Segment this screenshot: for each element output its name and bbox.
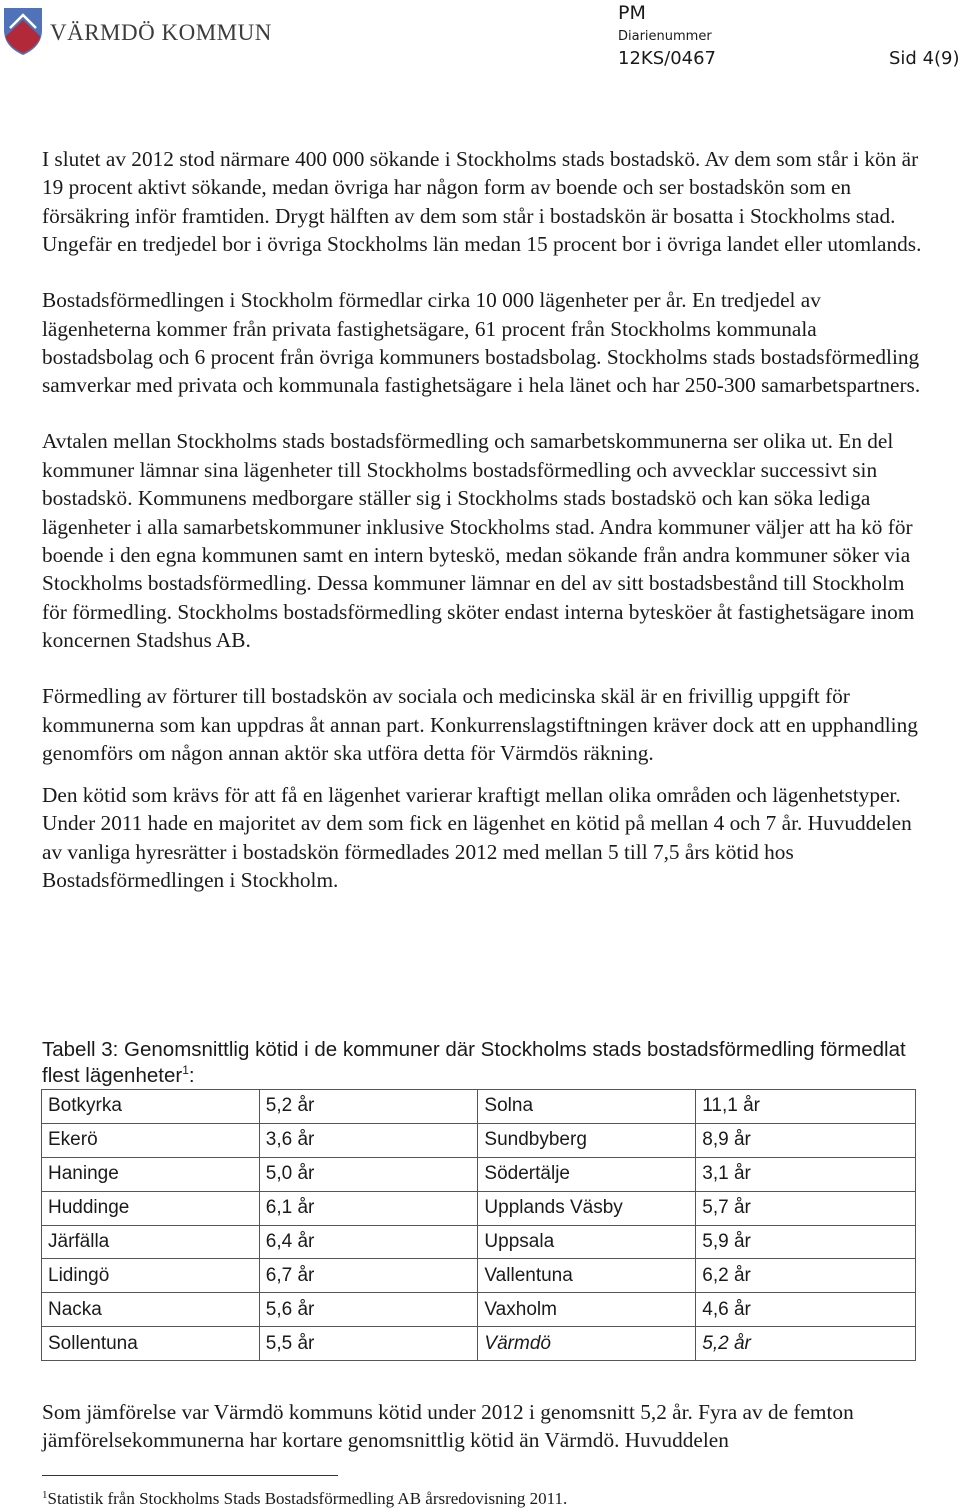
page-header <box>0 0 960 80</box>
paragraph: Avtalen mellan Stockholms stads bostadsförmedling och samarbetskommunerna ser olika ut. En del kommuner lämnar sina lägenheter till Stockholms bostadsförmedling och avvecklar successivt sin bostadskö. Kommunens medborgare ställer sig i Stockholms stads bostadskö och kan söka lediga lägenheter i alla samarbetskommuner inklusive Stockholms stad. Andra kommuner väljer att ha kö för boende i den egna kommunen samt en intern byteskö, medan sökande från andra kommuner söker via Stockholms bostadsförmedling. Dessa kommuner lämnar en del av sitt bostadsbestånd till Stockholm för förmedling. Stockholms bostadsförmedling sköter endast interna bytesköer åt fastighetsägare inom koncernen Stadshus AB. <box>42 429 915 653</box>
table-cell: 5,2 år <box>259 1090 478 1124</box>
table-cell: 5,9 år <box>696 1225 916 1259</box>
table-caption-text: Tabell 3: Genomsnittlig kötid i de kommuner där Stockholms stads bostadsförmedling förmedlat flest lägenheter <box>42 1038 906 1087</box>
table-cell: Sundbyberg <box>478 1123 696 1157</box>
table-cell: 3,6 år <box>259 1123 478 1157</box>
paragraph: Den kötid som krävs för att få en lägenhet varierar kraftigt mellan olika områden och lägenhetstyper. Under 2011 hade en majoritet av dem som fick en lägenhet en kötid på mellan 4 och 7 år. Huvuddelen av vanliga hyresrätter i bostadskön förmedlades 2012 med mellan 5 till 7,5 års kötid hos Bostadsförmedlingen i Stockholm. <box>42 782 912 892</box>
table-cell: Södertälje <box>478 1157 696 1191</box>
body-text <box>42 145 922 894</box>
diarienummer-label: Diarienummer <box>618 29 712 44</box>
table-row <box>42 1123 916 1157</box>
table-cell: Botkyrka <box>42 1090 260 1124</box>
waiting-time-table <box>41 1089 916 1361</box>
table-caption <box>42 1037 922 1089</box>
paragraph: Förmedling av förturer till bostadskön av sociala och medicinska skäl är en frivillig uppgift för kommunerna som kan uppdras åt annan part. Konkurrenslagstiftningen kräver dock att en upphandling genomförs om någon annan aktör ska utföra detta för Värmdös räkning. <box>42 684 918 766</box>
table-cell: Sollentuna <box>42 1327 260 1361</box>
table-row <box>42 1090 916 1124</box>
table-cell: 6,4 år <box>259 1225 478 1259</box>
table-cell: 3,1 år <box>696 1157 916 1191</box>
table-row <box>42 1293 916 1327</box>
table-row <box>42 1157 916 1191</box>
table-cell-highlighted: 5,2 år <box>696 1327 916 1361</box>
logo <box>2 6 272 56</box>
table-row <box>42 1225 916 1259</box>
table-caption-colon: : <box>188 1064 195 1087</box>
table-row <box>42 1327 916 1361</box>
table-cell: 6,2 år <box>696 1259 916 1293</box>
table-row <box>42 1259 916 1293</box>
table-cell: Huddinge <box>42 1191 260 1225</box>
table-cell: Järfälla <box>42 1225 260 1259</box>
municipality-crest-icon <box>2 6 44 56</box>
table-cell: 11,1 år <box>696 1090 916 1124</box>
table-cell: Lidingö <box>42 1259 260 1293</box>
table-cell: 6,7 år <box>259 1259 478 1293</box>
table-cell: Vallentuna <box>478 1259 696 1293</box>
table-cell: 6,1 år <box>259 1191 478 1225</box>
table-cell-highlighted: Värmdö <box>478 1327 696 1361</box>
table-cell: 8,9 år <box>696 1123 916 1157</box>
footnote <box>42 1489 567 1509</box>
footnote-reference[interactable]: 1 <box>182 1063 189 1077</box>
footnote-text: Statistik från Stockholms Stads Bostadsförmedling AB årsredovisning 2011. <box>47 1489 568 1508</box>
footnote-number: 1 <box>42 1489 48 1501</box>
table-cell: 5,0 år <box>259 1157 478 1191</box>
table-cell: Vaxholm <box>478 1293 696 1327</box>
table-cell: Solna <box>478 1090 696 1124</box>
document-type: PM <box>618 2 646 24</box>
table-cell: Upplands Väsby <box>478 1191 696 1225</box>
table-cell: 5,7 år <box>696 1191 916 1225</box>
table-cell: 4,6 år <box>696 1293 916 1327</box>
paragraph: I slutet av 2012 stod närmare 400 000 sökande i Stockholms stads bostadskö. Av dem som står i kön är 19 procent aktivt sökande, medan övriga har någon form av boende och ser bostadskön som en försäkring inför framtiden. Drygt hälften av dem som står i bostadskön är bosatta i Stockholms stad. Ungefär en tredjedel bor i övriga Stockholms län medan 15 procent bor i övriga landet eller utomlands. <box>42 147 922 257</box>
table-cell: 5,5 år <box>259 1327 478 1361</box>
closing-paragraph: Som jämförelse var Värmdö kommuns kötid under 2012 i genomsnitt 5,2 år. Fyra av de femton jämförelsekommunerna har kortare genomsnittlig kötid än Värmdö. Huvuddelen <box>42 1400 854 1453</box>
table-cell: 5,6 år <box>259 1293 478 1327</box>
page-number: Sid 4(9) <box>889 48 960 69</box>
table-row <box>42 1191 916 1225</box>
logo-text: VÄRMDÖ KOMMUN <box>50 20 272 45</box>
table-cell: Nacka <box>42 1293 260 1327</box>
paragraph: Bostadsförmedlingen i Stockholm förmedlar cirka 10 000 lägenheter per år. En tredjedel av lägenheterna kommer från privata fastighetsägare, 61 procent från Stockholms kommunala bostadsbolag och 6 procent från övriga kommuners bostadsbolag. Stockholms stads bostadsförmedling samverkar med privata och kommunala fastighetsägare i hela länet och har 250-300 samarbetspartners. <box>42 288 921 398</box>
table-cell: Haninge <box>42 1157 260 1191</box>
footnote-divider <box>42 1475 338 1476</box>
table-cell: Uppsala <box>478 1225 696 1259</box>
table-cell: Ekerö <box>42 1123 260 1157</box>
diarienummer: 12KS/0467 <box>618 48 717 69</box>
